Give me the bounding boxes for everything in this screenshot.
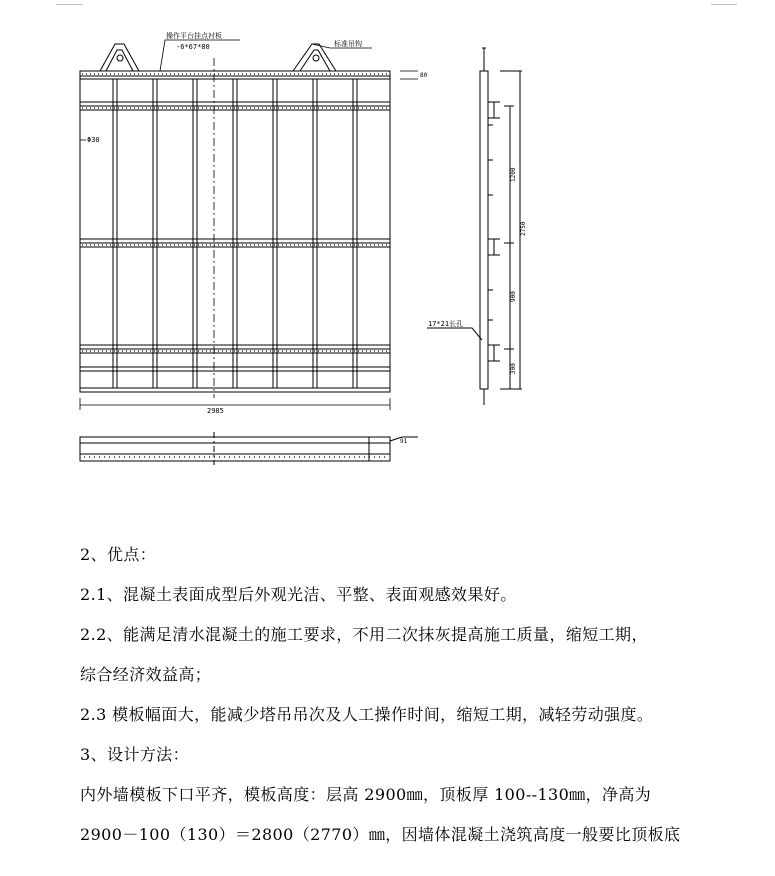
label-bottom: 91	[400, 438, 408, 445]
label-side-dim-a: 1200	[510, 167, 517, 182]
paragraph-2-2-line-1: 2.2、能满足清水混凝土的施工要求，不用二次抹灰提高施工质量，缩短工期，	[80, 625, 648, 644]
paragraph-3-line-2: 2900－100（130）＝2800（2770）㎜，因墙体混凝土浇筑高度一般要比顶板底	[80, 825, 681, 844]
label-platform-dim: -6*67*80	[176, 43, 210, 51]
label-slot: 17*21长孔	[428, 320, 464, 328]
document-body	[80, 544, 720, 845]
paragraph-2-1: 2.1、混凝土表面成型后外观光洁、平整、表面观感效果好。	[80, 585, 517, 604]
paragraph-3-line-1: 内外墙模板下口平齐，模板高度：层高 2900㎜，顶板厚 100--130㎜，净高为	[80, 785, 652, 804]
label-hook: 标准吊钩	[334, 40, 362, 48]
label-width: 2985	[207, 407, 224, 415]
label-platform: 操作平台挂点衬板	[166, 32, 222, 40]
paragraph-2-2-line-2: 综合经济效益高；	[80, 665, 212, 684]
label-left: Φ30	[87, 136, 100, 144]
heading-advantages: 2、优点：	[80, 545, 157, 564]
heading-design: 3、设计方法：	[80, 745, 189, 764]
label-side-dim-d: 300	[510, 363, 517, 374]
paragraph-2-3: 2.3 模板幅面大，能减少塔吊吊次及人工操作时间，缩短工期，减轻劳动强度。	[80, 705, 654, 724]
label-side-dim-b: 2750	[520, 221, 527, 236]
label-side-dim-c: 900	[510, 291, 517, 302]
label-right-top: 80	[420, 72, 428, 79]
